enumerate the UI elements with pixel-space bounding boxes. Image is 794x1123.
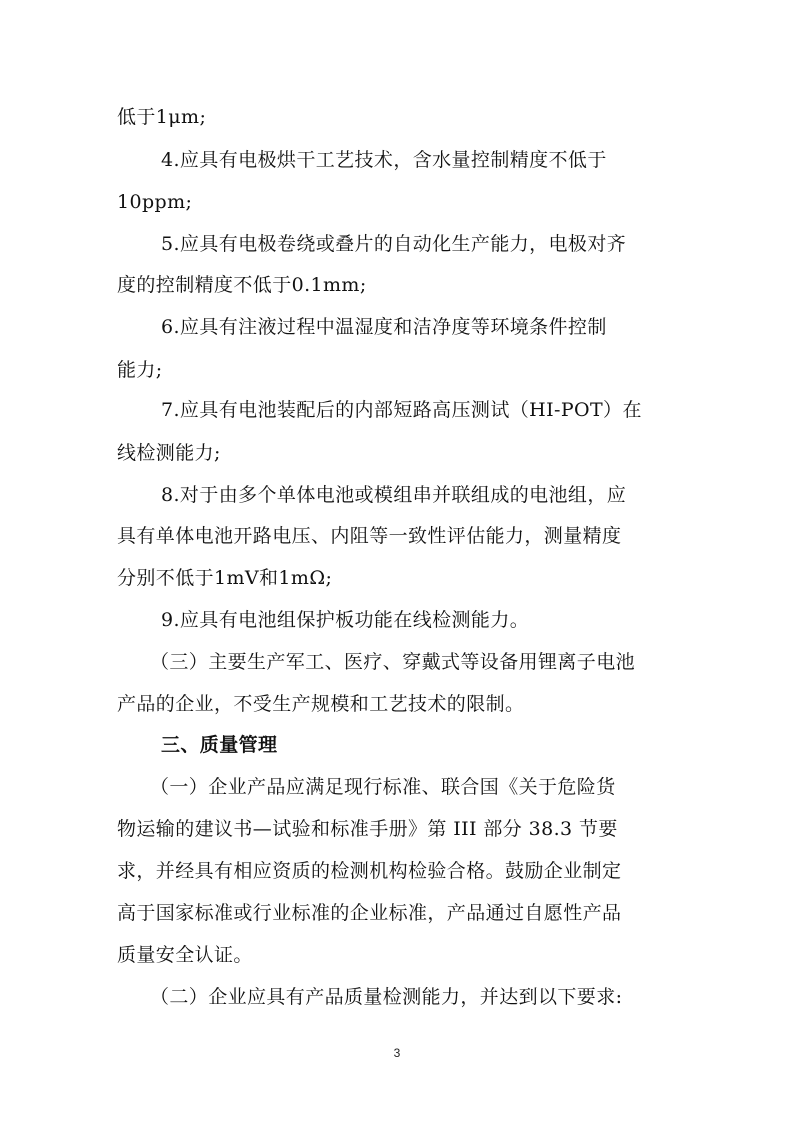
section-item-3: （三）主要生产军工、医疗、穿戴式等设备用锂离子电池 <box>150 651 636 673</box>
text-line: 度的控制精度不低于0.1mm; <box>117 274 367 296</box>
text-line: 10ppm; <box>117 191 193 213</box>
list-item-9: 9.应具有电池组保护板功能在线检测能力。 <box>161 609 530 631</box>
section-heading: 三、质量管理 <box>161 734 278 756</box>
text-line: 具有单体电池开路电压、内阻等一致性评估能力，测量精度 <box>117 525 622 547</box>
paragraph-start: （一）企业产品应满足现行标准、联合国《关于危险货 <box>150 776 616 798</box>
list-item-5: 5.应具有电极卷绕或叠片的自动化生产能力，电极对齐 <box>161 233 627 255</box>
list-item-7: 7.应具有电池装配后的内部短路高压测试（HI-POT）在 <box>161 399 642 421</box>
text-line: 分别不低于1mV和1mΩ; <box>117 567 333 589</box>
text-line: 求，并经具有相应资质的检测机构检验合格。鼓励企业制定 <box>117 860 622 882</box>
text-line: 低于1μm; <box>117 106 207 128</box>
text-line: 产品的企业，不受生产规模和工艺技术的限制。 <box>117 693 525 715</box>
text-line: 线检测能力; <box>117 442 221 464</box>
text-line: 能力; <box>117 359 163 381</box>
text-line: 高于国家标准或行业标准的企业标准，产品通过自愿性产品 <box>117 902 622 924</box>
text-line: 物运输的建议书—试验和标准手册》第 III 部分 38.3 节要 <box>117 818 618 840</box>
text-line: 质量安全认证。 <box>117 944 253 966</box>
list-item-6: 6.应具有注液过程中温湿度和洁净度等环境条件控制 <box>161 316 607 338</box>
page-number: 3 <box>393 1046 401 1060</box>
paragraph-start: （二）企业应具有产品质量检测能力，并达到以下要求: <box>150 986 623 1008</box>
list-item-4: 4.应具有电极烘干工艺技术，含水量控制精度不低于 <box>161 149 607 171</box>
list-item-8: 8.对于由多个单体电池或模组串并联组成的电池组，应 <box>161 484 627 506</box>
